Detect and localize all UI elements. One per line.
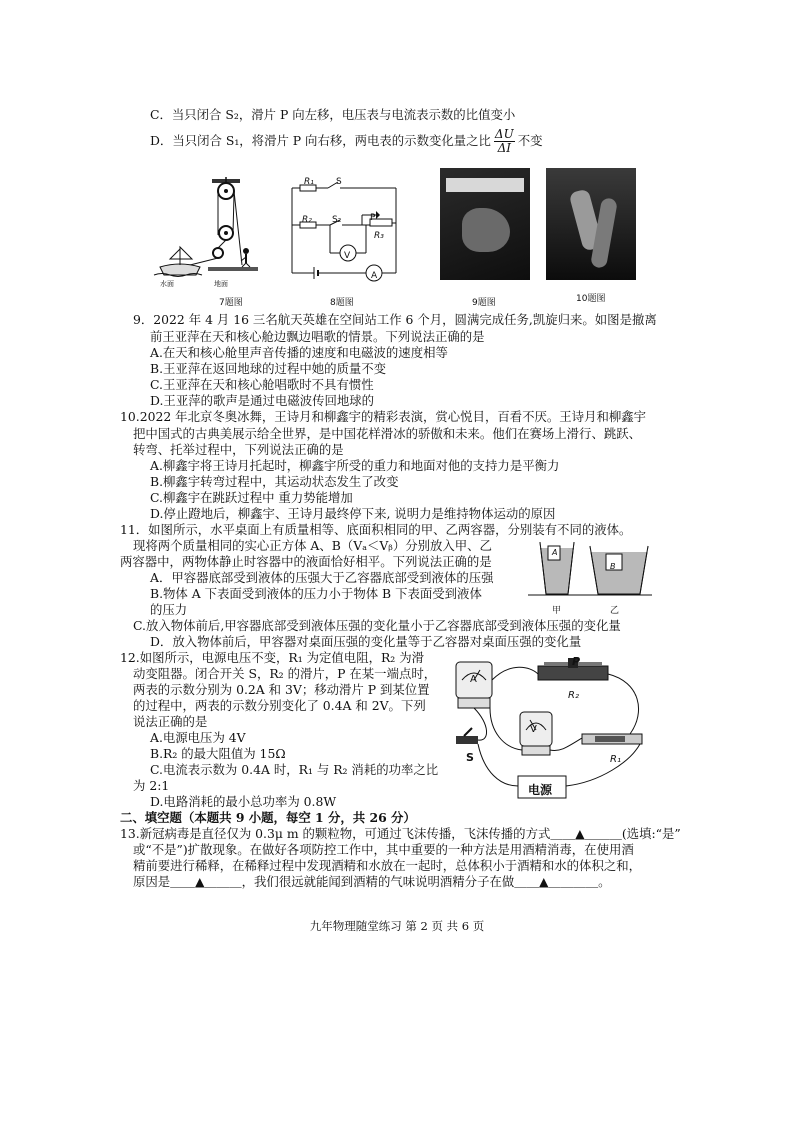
fig8-s2-label: S₂ [332, 215, 342, 225]
option-c-top: C．当只闭合 S₂，滑片 P 向左移，电压表与电流表示数的比值变小 [150, 107, 516, 122]
fig9-caption: 9题图 [472, 298, 496, 308]
q12-line3: 两表的示数分别为 0.2A 和 3V；移动滑片 P 到某位置 [133, 682, 430, 697]
q12-option-c-line1: C.电流表示数为 0.4A 时，R₁ 与 R₂ 消耗的功率之比 [150, 762, 439, 777]
q11-option-b-line1: B.物体 A 下表面受到液体的压力小于物体 B 下表面受到液体 [150, 586, 482, 601]
fig11-yi-label: 乙 [610, 606, 620, 616]
q9-option-b: B.王亚萍在返回地球的过程中她的质量不变 [150, 361, 387, 376]
fig12-v-label: V [530, 724, 537, 735]
q11-line1: 11．如图所示，水平桌面上有质量相等、底面积相同的甲、乙两容器，分别装有不同的液体。 [120, 522, 632, 537]
q10-line3: 转弯、托举过程中，下列说法正确的是 [133, 442, 344, 457]
q10-option-a: A.柳鑫宇将王诗月托起时，柳鑫宇所受的重力和地面对他的支持力是平衡力 [150, 458, 560, 473]
section-2-title: 二、填空题（本题共 9 小题，每空 1 分，共 26 分） [120, 810, 416, 825]
fig12-power-label: 电源 [528, 783, 553, 797]
q13-line1: 13.新冠病毒是直径仅为 0.3μ m 的颗粒物，可通过飞沫传播，飞沫传播的方式＿＿▲＿＿＿(选填:“是” [120, 826, 681, 841]
fraction-denominator: ΔI [497, 141, 512, 155]
figure-9-photo [440, 168, 530, 280]
astronaut-figure [462, 208, 510, 252]
option-d-top [150, 128, 542, 155]
fig7-caption: 7题图 [219, 298, 243, 308]
q11-option-b-line2: 的压力 [150, 602, 188, 617]
q9-option-d: D.王亚萍的歌声是通过电磁波传回地球的 [150, 393, 375, 408]
fig11-b-label: B [610, 562, 616, 571]
fig12-a-label: A [470, 674, 477, 685]
fraction-numerator: ΔU [494, 127, 514, 141]
q12-line1: 12.如图所示，电源电压不变，R₁ 为定值电阻，R₂ 为滑 [120, 650, 424, 665]
figure-12-circuit [450, 652, 660, 802]
q13-line4: 原因是＿＿▲＿＿＿，我们很远就能闻到酒精的气味说明酒精分子在做＿＿▲＿＿＿＿。 [133, 874, 611, 889]
q12-option-a: A.电源电压为 4V [150, 730, 246, 745]
figure-10-photo [546, 168, 636, 280]
q12-line2: 动变阻器。闭合开关 S，R₂ 的滑片，P 在某一端点时， [133, 666, 437, 681]
q10-option-c: C.柳鑫宇在跳跃过程中 重力势能增加 [150, 490, 353, 505]
fig7-water-label: 水面 [160, 280, 174, 288]
fig11-jia-label: 甲 [552, 606, 562, 616]
fig8-r2-label: R₂ [302, 215, 312, 225]
fig12-r2-label: R₂ [568, 690, 579, 701]
q10-option-d: D.停止蹬地后，柳鑫宇、王诗月最终停下来, 说明力是维持物体运动的原因 [150, 506, 556, 521]
option-d-prefix: D．当只闭合 S₁，将滑片 P 向右移，两电表的示数变化量之比 [150, 133, 491, 148]
q11-option-c: C.放入物体前后,甲容器底部受到液体压强的变化量小于乙容器底部受到液体压强的变化量 [133, 618, 621, 633]
figure-11-containers [528, 538, 652, 598]
figure-8-circuit [286, 175, 406, 285]
q12-option-d: D.电路消耗的最小总功率为 0.8W [150, 794, 337, 809]
page-footer: 九年物理随堂练习 第 2 页 共 6 页 [309, 919, 485, 933]
q9-option-a: A.在天和核心舱里声音传播的速度和电磁波的速度相等 [150, 345, 448, 360]
fig8-caption: 8题图 [330, 298, 354, 308]
fig8-s-label: S [336, 177, 342, 187]
q13-line2: 或“不是”)扩散现象。在做好各项防控工作中，其中重要的一种方法是用酒精消毒，在使用酒 [133, 842, 634, 857]
fig7-ground-label: 地面 [214, 280, 228, 288]
q9-line2: 前王亚萍在天和核心舱边飘边唱歌的情景。下列说法正确的是 [150, 329, 485, 344]
fig12-s-label: S [466, 751, 474, 764]
fig11-a-label: A [552, 548, 558, 557]
q11-option-a: A．甲容器底部受到液体的压强大于乙容器底部受到液体的压强 [150, 570, 494, 585]
q10-option-b: B.柳鑫宇转弯过程中，其运动状态发生了改变 [150, 474, 399, 489]
q10-line2: 把中国式的古典美展示给全世界，是中国花样滑冰的骄傲和未来。他们在赛场上滑行、跳跃、 [133, 426, 642, 441]
q12-line5: 说法正确的是 [133, 714, 208, 729]
fig12-r1-label: R₁ [610, 754, 621, 765]
q10-line1: 10.2022 年北京冬奥冰舞，王诗月和柳鑫宇的精彩表演，赏心悦目，百看不厌。王诗月和柳鑫宇 [120, 409, 647, 424]
q9-option-c: C.王亚萍在天和核心舱唱歌时不具有惯性 [150, 377, 374, 392]
q12-option-b: B.R₂ 的最大阻值为 15Ω [150, 746, 286, 761]
fig8-v-label: V [344, 251, 351, 261]
q11-option-d: D．放入物体前后，甲容器对桌面压强的变化量等于乙容器对桌面压强的变化量 [150, 634, 582, 649]
fig8-r1-label: R₁ [304, 177, 314, 187]
q13-line3: 精前要进行稀释，在稀释过程中发现酒精和水放在一起时，总体积小于酒精和水的体积之和， [133, 858, 642, 873]
option-d-suffix: 不变 [517, 133, 543, 148]
fig8-r3-label: R₃ [374, 231, 384, 241]
q11-line2: 现将两个质量相同的实心正方体 A、B（Vₐ＜Vᵦ）分别放入甲、乙 [133, 538, 492, 553]
fig8-a-label: A [371, 271, 378, 281]
fig10-caption: 10题图 [576, 294, 606, 304]
delta-fraction [494, 128, 515, 155]
q9-line1: 9．2022 年 4 月 16 三名航天英雄在空间站工作 6 个月，圆满完成任务,凯旋归来。如图是撤离 [133, 312, 657, 327]
q12-line4: 的过程中，两表的示数分别变化了 0.4A 和 2V。下列 [133, 698, 426, 713]
q11-line3: 两容器中，两物体静止时容器中的液面恰好相平。下列说法正确的是 [120, 554, 492, 569]
photo-banner [446, 178, 524, 192]
fig12-p-label: P [572, 655, 581, 668]
figure-7-pulley [150, 175, 290, 285]
fig8-p-label: P [370, 213, 376, 223]
q12-option-c-line2: 为 2:1 [133, 778, 170, 793]
